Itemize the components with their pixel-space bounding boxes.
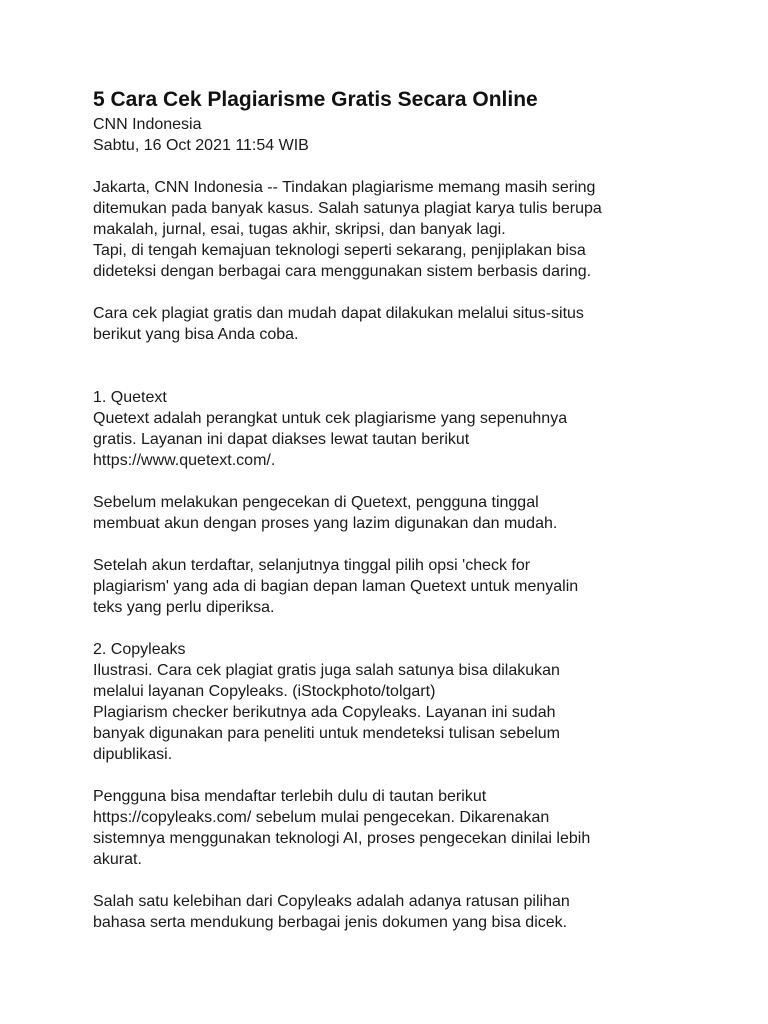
spacer bbox=[93, 471, 733, 492]
section-quetext bbox=[93, 387, 733, 618]
text-line: Pengguna bisa mendaftar terlebih dulu di tautan berikut bbox=[93, 788, 487, 805]
document-page bbox=[93, 86, 733, 933]
text-line: melalui layanan Copyleaks. (iStockphoto/tolgart) bbox=[93, 683, 436, 700]
lead-paragraph bbox=[93, 303, 733, 345]
text-line: banyak digunakan para peneliti untuk mendeteksi tulisan sebelum bbox=[93, 725, 560, 742]
text-line: dipublikasi. bbox=[93, 746, 173, 763]
text-line: ditemukan pada banyak kasus. Salah satunya plagiat karya tulis berupa bbox=[93, 200, 602, 217]
article-date: Sabtu, 16 Oct 2021 11:54 WIB bbox=[93, 137, 309, 154]
text-line: Setelah akun terdaftar, selanjutnya tinggal pilih opsi 'check for bbox=[93, 557, 531, 574]
spacer bbox=[93, 156, 733, 177]
spacer bbox=[93, 765, 733, 786]
text-line: Tapi, di tengah kemajuan teknologi seperti sekarang, penjiplakan bisa bbox=[93, 242, 586, 259]
text-line: sistemnya menggunakan teknologi AI, proses pengecekan dinilai lebih bbox=[93, 830, 591, 847]
spacer bbox=[93, 534, 733, 555]
section-heading: 1. Quetext bbox=[93, 389, 167, 406]
text-line: plagiarism' yang ada di bagian depan laman Quetext untuk menyalin bbox=[93, 578, 579, 595]
intro-paragraph bbox=[93, 177, 733, 282]
text-line: Jakarta, CNN Indonesia -- Tindakan plagiarisme memang masih sering bbox=[93, 179, 596, 196]
spacer bbox=[93, 345, 733, 387]
article-title: 5 Cara Cek Plagiarisme Gratis Secara Online bbox=[93, 88, 538, 111]
section-copyleaks bbox=[93, 639, 733, 933]
text-line: Plagiarism checker berikutnya ada Copyleaks. Layanan ini sudah bbox=[93, 704, 556, 721]
text-line: Ilustrasi. Cara cek plagiat gratis juga salah satunya bisa dilakukan bbox=[93, 662, 560, 679]
spacer bbox=[93, 870, 733, 891]
text-line: membuat akun dengan proses yang lazim digunakan dan mudah. bbox=[93, 515, 558, 532]
text-line: dideteksi dengan berbagai cara menggunakan sistem berbasis daring. bbox=[93, 263, 592, 280]
text-line: Salah satu kelebihan dari Copyleaks adalah adanya ratusan pilihan bbox=[93, 893, 570, 910]
text-line: Quetext adalah perangkat untuk cek plagiarisme yang sepenuhnya bbox=[93, 410, 568, 427]
spacer bbox=[93, 282, 733, 303]
section-heading: 2. Copyleaks bbox=[93, 641, 186, 658]
text-line: Sebelum melakukan pengecekan di Quetext, pengguna tinggal bbox=[93, 494, 539, 511]
text-line: akurat. bbox=[93, 851, 142, 868]
text-line: berikut yang bisa Anda coba. bbox=[93, 326, 299, 343]
text-line: https://www.quetext.com/. bbox=[93, 452, 276, 469]
spacer bbox=[93, 618, 733, 639]
text-line: bahasa serta mendukung berbagai jenis dokumen yang bisa dicek. bbox=[93, 914, 568, 931]
text-line: gratis. Layanan ini dapat diakses lewat tautan berikut bbox=[93, 431, 470, 448]
text-line: https://copyleaks.com/ sebelum mulai pengecekan. Dikarenakan bbox=[93, 809, 550, 826]
text-line: Cara cek plagiat gratis dan mudah dapat dilakukan melalui situs-situs bbox=[93, 305, 584, 322]
text-line: teks yang perlu diperiksa. bbox=[93, 599, 275, 616]
text-line: makalah, jurnal, esai, tugas akhir, skripsi, dan banyak lagi. bbox=[93, 221, 506, 238]
article-source: CNN Indonesia bbox=[93, 116, 202, 133]
